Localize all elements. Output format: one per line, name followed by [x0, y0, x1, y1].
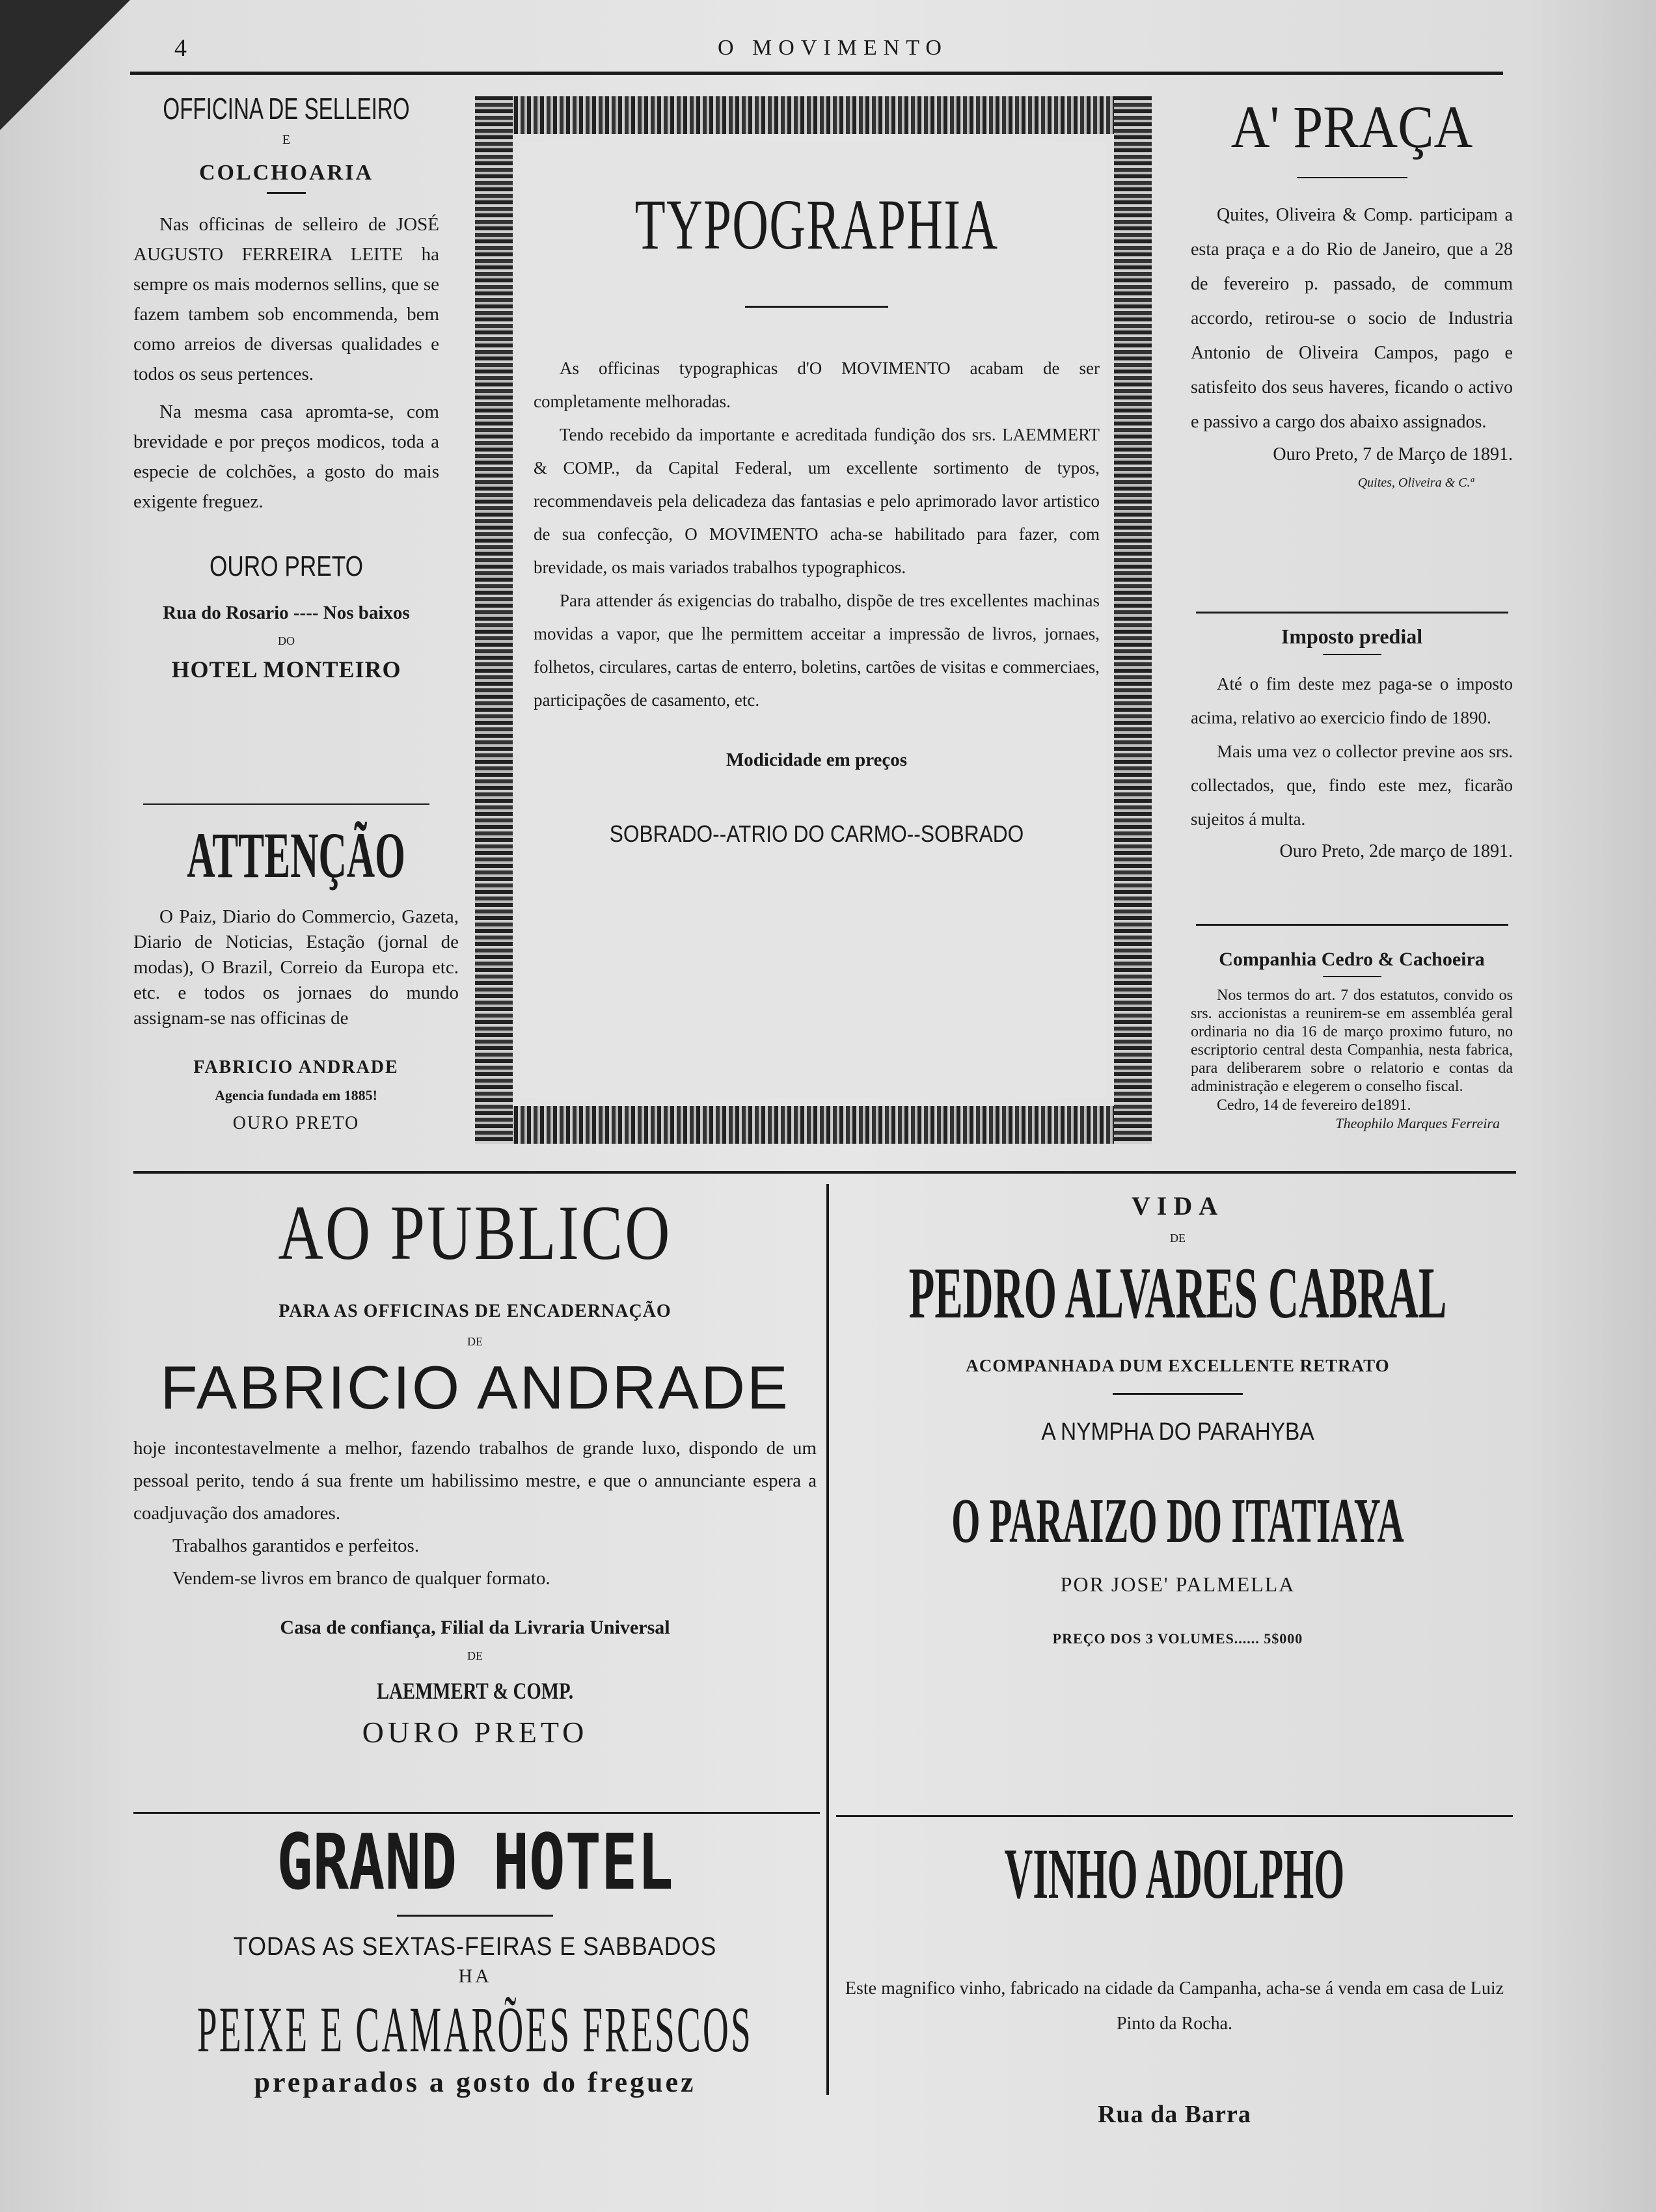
- typographia-note: Modicidade em preços: [726, 749, 908, 770]
- ad-vinho: [836, 1835, 1513, 2129]
- ornament-border-left: [475, 96, 513, 1144]
- cabral-de: DE: [1170, 1232, 1186, 1245]
- attencao-body: O Paiz, Diario do Commercio, Gazeta, Diario de Noticias, Estação (jornal de modas), O Brazil, Correio da Europa etc. etc. e todos os jornaes do mundo assignam-se nas officinas de: [133, 906, 459, 1029]
- praca-title: A' PRAÇA: [1230, 94, 1473, 160]
- imposto-date: Ouro Preto, 2de março de 1891.: [1279, 841, 1513, 861]
- attencao-agency: Agencia fundada em 1885!: [215, 1087, 377, 1103]
- attencao-city: OURO PRETO: [232, 1113, 360, 1133]
- ad-cabral: [839, 1191, 1516, 1647]
- cabral-nympha: A NYMPHA DO PARAHYBA: [1041, 1418, 1314, 1446]
- ad-imposto: [1191, 625, 1513, 867]
- praca-date: Ouro Preto, 7 de Março de 1891.: [1273, 444, 1513, 465]
- column-divider: [826, 1184, 829, 2095]
- praca-rule: [1196, 612, 1508, 614]
- selleiro-city: OURO PRETO: [209, 550, 363, 582]
- selleiro-para1: Nas officinas de selleiro de JOSÉ AUGUSTO FERREIRA LEITE ha sempre os mais modernos sellins, que se fazem tambem sob encommenda, bem como arreios de diversas qualidades e todos os seus pertences.: [133, 214, 439, 384]
- cabral-dash: [1113, 1393, 1243, 1395]
- cedro-signature: Theophilo Marques Ferreira: [1335, 1115, 1500, 1131]
- selleiro-dash: [267, 192, 306, 194]
- attencao-name: FABRICIO ANDRADE: [193, 1057, 399, 1077]
- ornament-border-top: [475, 96, 1152, 134]
- vinho-body: Este magnifico vinho, fabricado na cidade da Campanha, acha-se á venda em casa de Luiz Pinto da Rocha.: [845, 1978, 1504, 2034]
- publico-firm: LAEMMERT & COMP.: [376, 1678, 574, 1704]
- attencao-title: ATTENÇÃO: [187, 819, 405, 891]
- typographia-para3: Para attender ás exigencias do trabalho, dispõe de tres excellentes machinas movidas a vapor, que lhe permittem acceitar a impressão de livros, jornaes, folhetos, circulares, cartas de enterro, boletins, cartões de visitas e commerciaes, participações de casamento, etc.: [534, 591, 1100, 710]
- cabral-paraizo: O PARAIZO DO ITATIAYA: [951, 1486, 1404, 1556]
- hotel-tagline: preparados a gosto do freguez: [254, 2066, 696, 2098]
- vinho-address: Rua da Barra: [1098, 2101, 1251, 2128]
- selleiro-rule: [143, 803, 429, 805]
- praca-dash: [1297, 177, 1407, 178]
- publico-city: OURO PRETO: [362, 1716, 588, 1749]
- publico-de2: DE: [467, 1649, 483, 1662]
- typographia-address: SOBRADO--ATRIO DO CARMO--SOBRADO: [609, 820, 1024, 847]
- selleiro-title: OFFICINA DE SELLEIRO: [163, 92, 410, 126]
- hotel-dash: [397, 1915, 553, 1917]
- cabral-vida: VIDA: [1131, 1191, 1225, 1221]
- ornament-border-bottom: [475, 1106, 1152, 1144]
- selleiro-subtitle: COLCHOARIA: [198, 161, 374, 185]
- selleiro-para2: Na mesma casa apromta-se, com brevidade e por preços modicos, toda a especie de colchões, a gosto do mais exigente freguez.: [133, 401, 439, 512]
- praca-body: Quites, Oliveira & Comp. participam a esta praça e a do Rio de Janeiro, que a 28 de fevereiro p. passado, de commum accordo, retirou-se o socio de Industria Antonio de Oliveira Campos, pago e satisfeito dos seus haveres, ficando o activo e passivo a cargo dos abaixo assignados.: [1191, 205, 1513, 432]
- selleiro-hotel: HOTEL MONTEIRO: [171, 656, 401, 682]
- vinho-title: VINHO ADOLPHO: [1004, 1834, 1345, 1913]
- cabral-sub: ACOMPANHADA DUM EXCELLENTE RETRATO: [966, 1356, 1390, 1375]
- ad-selleiro: [133, 91, 439, 683]
- publico-de: DE: [467, 1335, 483, 1348]
- vinho-top-rule: [836, 1815, 1513, 1817]
- hotel-top-rule: [133, 1812, 820, 1814]
- ad-cedro: [1191, 949, 1513, 1132]
- imposto-para1: Até o fim deste mez paga-se o imposto acima, relativo ao exercicio findo de 1890.: [1191, 674, 1513, 727]
- typographia-dash: [745, 306, 888, 308]
- ad-publico: [133, 1191, 817, 1749]
- publico-name: FABRICIO ANDRADE: [160, 1353, 790, 1422]
- typographia-para2: Tendo recebido da importante e acreditada fundição dos srs. LAEMMERT & COMP., da Capital Federal, um excellente sortimento de typos, recommendaveis pela delicadeza das fantasias e pelo aprimorado lavor artistico de sua confecção, O MOVIMENTO acha-se habilitado para fazer, com brevidade, os mais variados trabalhos typographicos.: [534, 425, 1100, 577]
- imposto-para2: Mais uma vez o collector previne aos srs. collectados, que, findo este mez, ficarão sujeitos á multa.: [1191, 742, 1513, 829]
- selleiro-do: DO: [278, 634, 295, 647]
- praca-signature: Quites, Oliveira & C.ª: [1357, 476, 1474, 490]
- publico-para3: Vendem-se livros em branco de qualquer formato.: [172, 1568, 550, 1589]
- publico-para1: hoje incontestavelmente a melhor, fazendo trabalhos de grande luxo, dispondo de um pessoal perito, tendo á sua frente um habilissimo mestre, e que o annunciante espera a coadjuvação dos amadores.: [133, 1438, 817, 1524]
- hotel-fish: PEIXE E CAMARÕES FRESCOS: [197, 1993, 753, 2066]
- typographia-para1: As officinas typographicas d'O MOVIMENTO acabam de ser completamente melhoradas.: [534, 358, 1100, 411]
- publico-trust: Casa de confiança, Filial da Livraria Universal: [280, 1617, 670, 1638]
- imposto-dash: [1323, 654, 1381, 655]
- cedro-date: Cedro, 14 de fevereiro de1891.: [1217, 1097, 1411, 1114]
- publico-subtitle: PARA AS OFFICINAS DE ENCADERNAÇÃO: [278, 1301, 672, 1321]
- hotel-ha: HA: [458, 1965, 492, 1987]
- hotel-days: TODAS AS SEXTAS-FEIRAS E SABBADOS: [233, 1932, 717, 1961]
- selleiro-address: Rua do Rosario ---- Nos baixos: [163, 602, 410, 623]
- cabral-name: PEDRO ALVARES CABRAL: [908, 1253, 1447, 1334]
- header-rule: [130, 72, 1503, 75]
- section-rule: [133, 1171, 1516, 1174]
- ad-typographia: [534, 182, 1100, 848]
- publico-title: AO PUBLICO: [278, 1189, 672, 1276]
- ornament-border-right: [1114, 96, 1152, 1144]
- masthead-title: O MOVIMENTO: [718, 36, 948, 60]
- cedro-dash: [1323, 976, 1381, 977]
- selleiro-conj: E: [282, 133, 291, 147]
- cabral-price: PREÇO DOS 3 VOLUMES...... 5$000: [1052, 1630, 1303, 1647]
- publico-para2: Trabalhos garantidos e perfeitos.: [172, 1535, 420, 1556]
- cedro-body: Nos termos do art. 7 dos estatutos, convido os srs. accionistas a reunirem-se em assembléa geral ordinaria no dia 16 de março proximo futuro, no escriptorio central desta Companhia, nesta fabrica, para deliberarem sobre o relatorio e contas da administração e elegerem o conselho fiscal.: [1191, 987, 1513, 1095]
- page-corner-shadow: [0, 0, 130, 130]
- ad-hotel: [133, 1817, 817, 2099]
- typographia-title: TYPOGRAPHIA: [634, 185, 999, 264]
- ad-attencao: [133, 820, 459, 1134]
- hotel-title: GRAND HOTEL: [277, 1817, 673, 1907]
- imposto-title: Imposto predial: [1281, 625, 1423, 648]
- imposto-rule: [1196, 924, 1508, 926]
- cabral-author: POR JOSE' PALMELLA: [1060, 1572, 1296, 1596]
- cedro-title: Companhia Cedro & Cachoeira: [1219, 949, 1485, 970]
- ad-praca: [1191, 91, 1513, 491]
- page-number: 4: [174, 34, 187, 62]
